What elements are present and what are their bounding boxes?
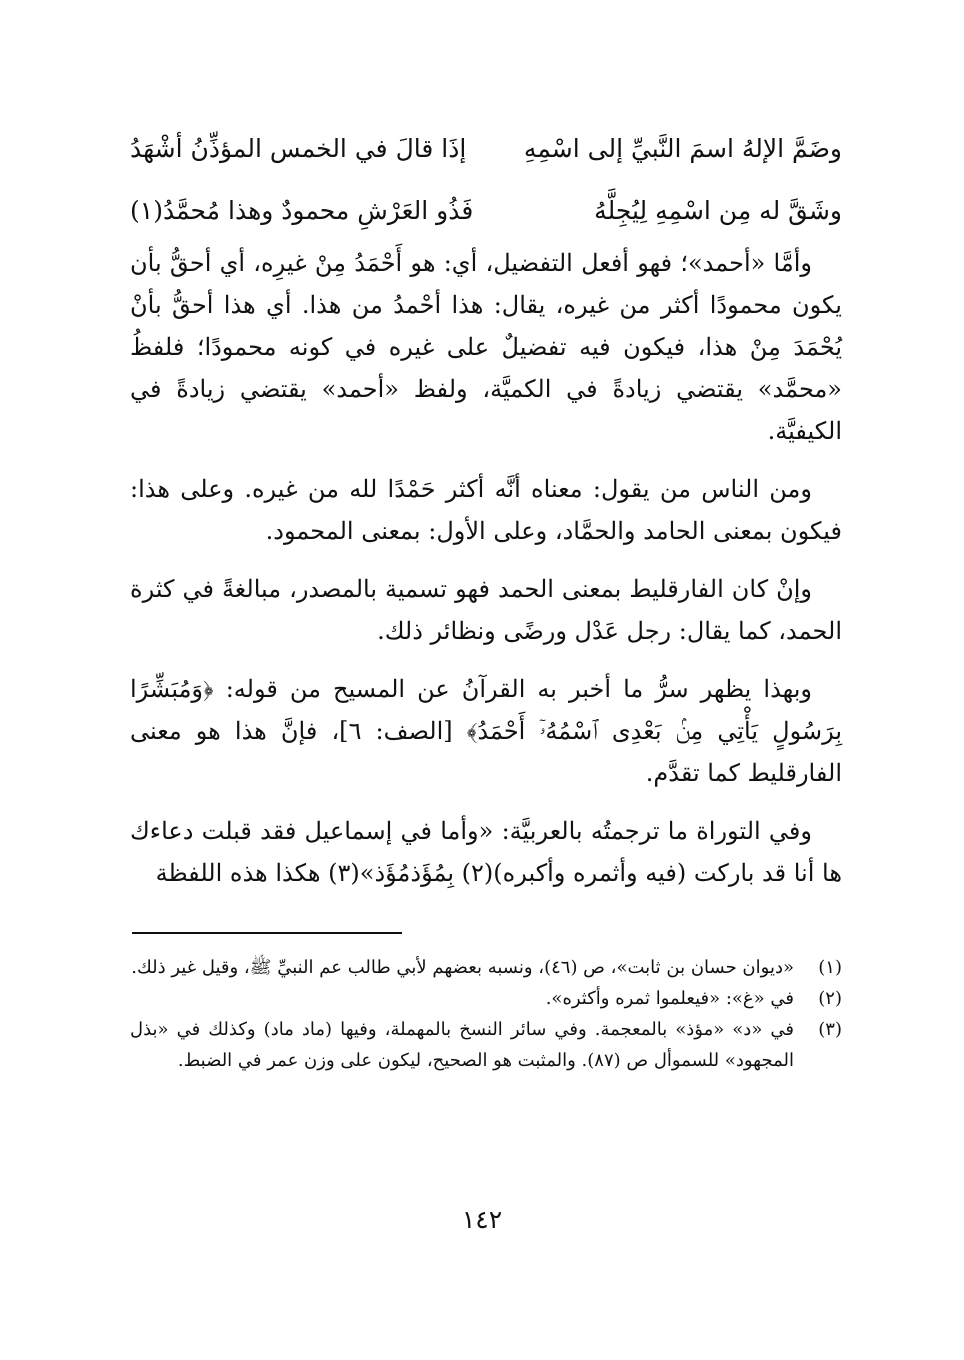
verse-1-first-hemistich: وضَمَّ الإلهُ اسمَ النَّبيِّ إلى اسْمِهِ	[523, 134, 842, 163]
footnotes	[130, 952, 842, 1076]
footnote-text: في «د» «مؤذ» بالمعجمة. وفي سائر النسخ بالمهملة، وفيها (ماد ماد) وكذلك في «بذل المجهود» للسموأل ص (٨٧). والمثبت هو الصحيح، ليكون على وزن عمر في الضبط.	[130, 1019, 794, 1071]
footnote	[130, 1014, 842, 1076]
footnote-number: (١)	[818, 957, 842, 978]
verse-2-first-hemistich: وشَقَّ له مِن اسْمِهِ لِيُجِلَّهُ	[594, 196, 842, 225]
footnote-separator	[132, 932, 402, 934]
verse-1-second-hemistich: إذَا قالَ في الخمس المؤذِّنُ أشْهَدُ	[130, 134, 467, 163]
paragraph: وأمَّا «أحمد»؛ فهو أفعل التفضيل، أي: هو أَحْمَدُ مِنْ غيرِه، أي أحقُّ بأن يكون محمودًا أكثر من غيره، يقال: هذا أحْمدُ من هذا. أي هذا أحقُّ بأنْ يُحْمَدَ مِنْ هذا، فيكون فيه تفضيلٌ على غيره في كونه محمودًا؛ فلفظُ «محمَّد» يقتضي زيادةً في الكميَّة، ولفظ «أحمد» يقتضي زيادةً في الكيفيَّة.	[130, 249, 842, 445]
page-number: ١٤٢	[461, 1205, 503, 1234]
paragraph: وبهذا يظهر سرُّ ما أخبر به القرآنُ عن المسيح من قوله: ﴿وَمُبَشِّرًا بِرَسُولٍ يَأْتِي مِنۢ بَعْدِى ٱسْمُهُۥٓ أَحْمَدُ﴾ [الصف: ٦]، فإنَّ هذا هو معنى الفارقليط كما تقدَّم.	[130, 675, 842, 787]
poem-verses	[130, 118, 842, 238]
paragraph: ومن الناس من يقول: معناه أنَّه أكثر حَمْدًا لله من غيره. وعلى هذا: فيكون بمعنى الحامد والحمَّاد، وعلى الأول: بمعنى المحمود.	[130, 475, 842, 545]
footnote-number: (٣)	[818, 1019, 842, 1040]
footnote	[130, 952, 842, 983]
footnote-text: «ديوان حسان بن ثابت»، ص (٤٦)، ونسبه بعضهم لأبي طالب عم النبيِّ ﷺ، وقيل غير ذلك.	[131, 957, 794, 978]
paragraph: وفي التوراة ما ترجمتُه بالعربيَّة: «وأما في إسماعيل فقد قبلت دعاءك ها أنا قد باركت (فيه وأثمره وأكبره)(٢) بِمُؤَذمُؤَذ»(٣) هكذا هذه اللفظة	[130, 817, 842, 887]
footnote-text: في «غ»: «فيعلموا ثمره وأكثره».	[545, 988, 794, 1009]
footnote-number: (٢)	[818, 988, 842, 1009]
paragraph: وإنْ كان الفارقليط بمعنى الحمد فهو تسمية بالمصدر، مبالغةً في كثرة الحمد، كما يقال: رجل عَدْل ورضًى ونظائر ذلك.	[130, 575, 842, 645]
verse-2-second-hemistich: فَذُو العَرْشِ محمودٌ وهذا مُحمَّدُ(١)	[130, 196, 474, 225]
footnote	[130, 983, 842, 1014]
book-page	[130, 118, 842, 1298]
